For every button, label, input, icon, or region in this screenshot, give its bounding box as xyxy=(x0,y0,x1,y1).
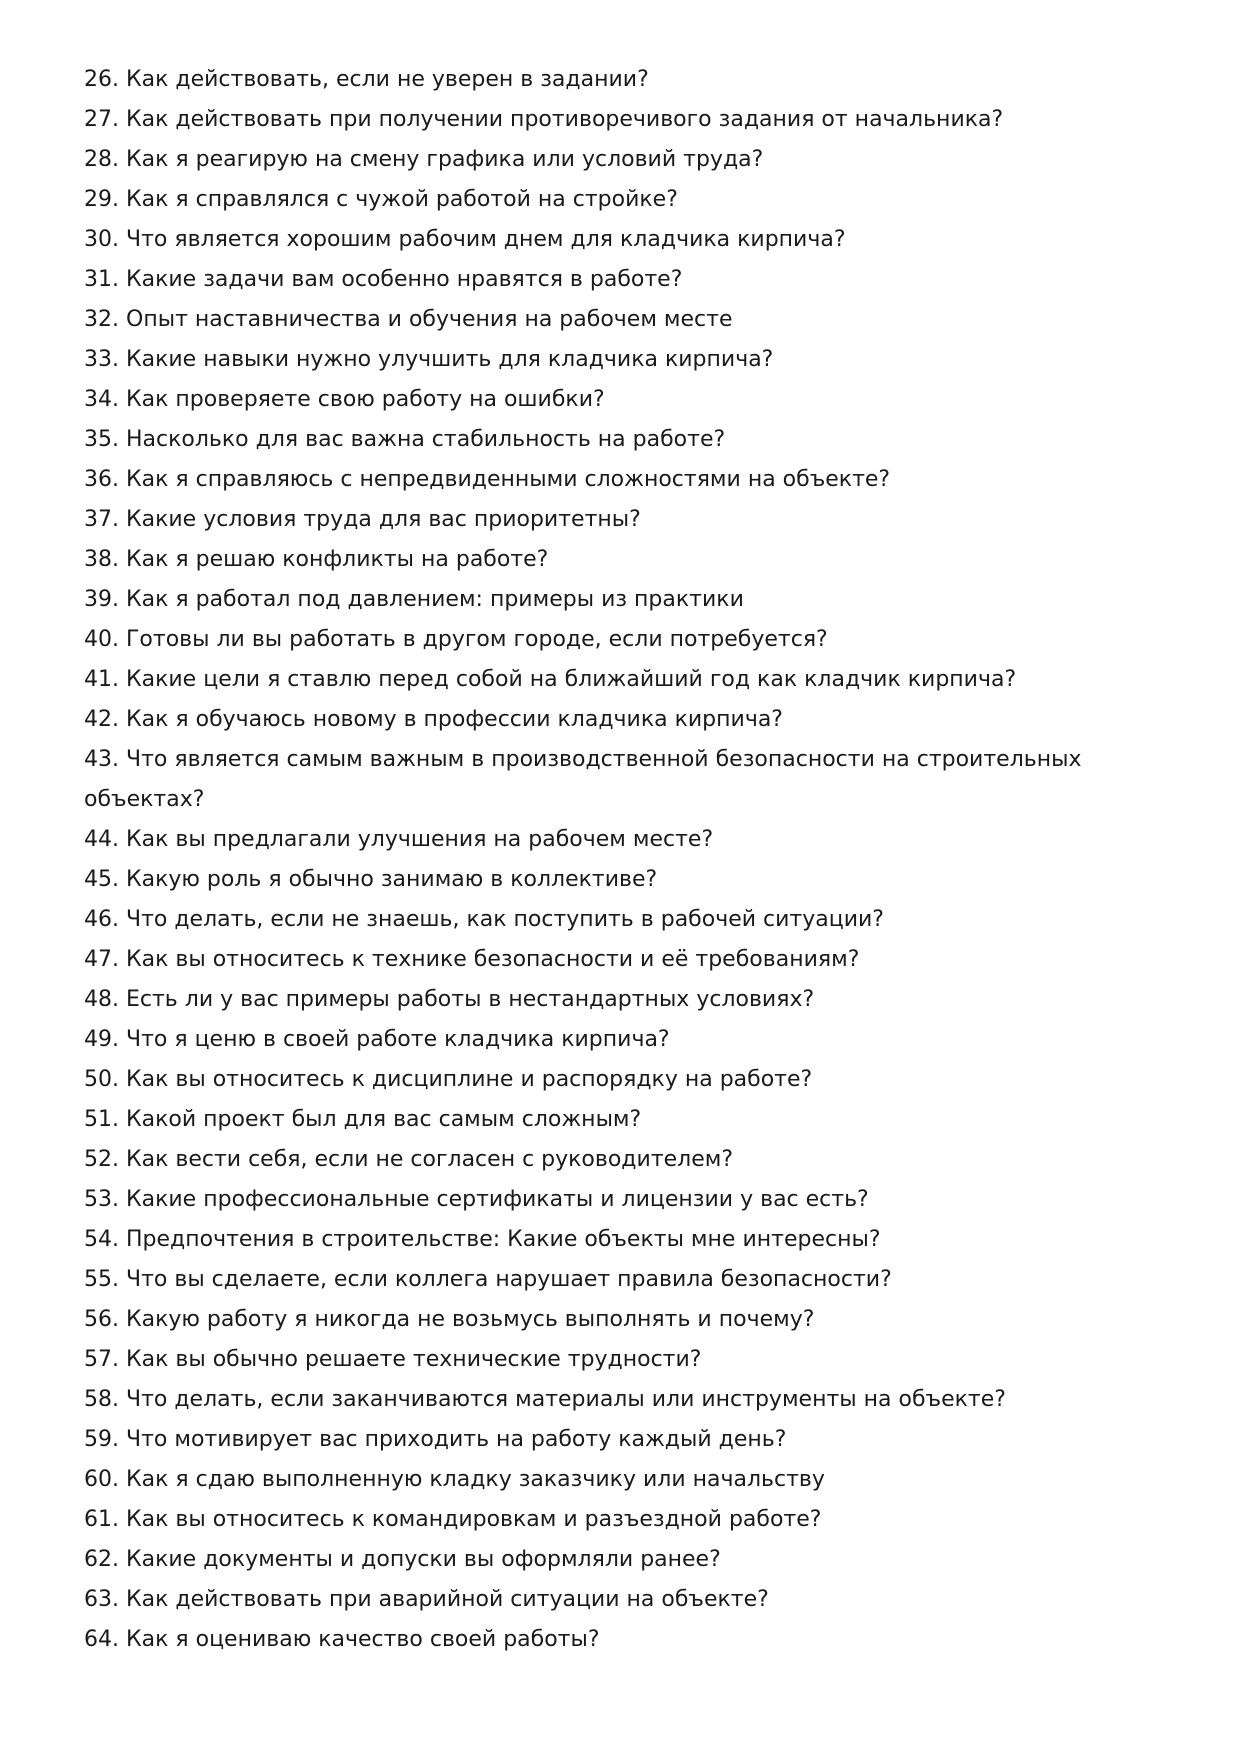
question-text: Какую роль я обычно занимаю в коллективе? xyxy=(126,867,658,892)
question-list xyxy=(84,60,1084,1660)
question-text: Что делать, если не знаешь, как поступить в рабочей ситуации? xyxy=(126,907,884,932)
list-item xyxy=(84,1260,1084,1300)
question-number: 59. xyxy=(84,1427,119,1452)
question-number: 33. xyxy=(84,347,119,372)
question-text: Опыт наставничества и обучения на рабочем месте xyxy=(126,307,733,332)
list-item xyxy=(84,940,1084,980)
question-number: 60. xyxy=(84,1467,119,1492)
question-number: 41. xyxy=(84,667,119,692)
question-text: Какие условия труда для вас приоритетны? xyxy=(126,507,641,532)
question-text: Как вы относитесь к технике безопасности и её требованиям? xyxy=(126,947,860,972)
question-number: 53. xyxy=(84,1187,119,1212)
list-item xyxy=(84,1060,1084,1100)
list-item xyxy=(84,1020,1084,1060)
question-number: 38. xyxy=(84,547,119,572)
question-text: Как вы предлагали улучшения на рабочем месте? xyxy=(126,827,714,852)
question-number: 64. xyxy=(84,1627,119,1652)
question-number: 39. xyxy=(84,587,119,612)
list-item xyxy=(84,1180,1084,1220)
question-text: Как вести себя, если не согласен с руководителем? xyxy=(126,1147,734,1172)
list-item xyxy=(84,620,1084,660)
question-text: Как я обучаюсь новому в профессии кладчика кирпича? xyxy=(126,707,783,732)
list-item xyxy=(84,860,1084,900)
question-number: 57. xyxy=(84,1347,119,1372)
question-number: 50. xyxy=(84,1067,119,1092)
question-text: Как действовать при аварийной ситуации на объекте? xyxy=(126,1587,769,1612)
question-number: 26. xyxy=(84,67,119,92)
list-item xyxy=(84,1340,1084,1380)
question-number: 48. xyxy=(84,987,119,1012)
list-item xyxy=(84,980,1084,1020)
list-item xyxy=(84,60,1084,100)
question-text: Как вы относитесь к командировкам и разъездной работе? xyxy=(126,1507,822,1532)
question-text: Есть ли у вас примеры работы в нестандартных условиях? xyxy=(126,987,815,1012)
question-number: 28. xyxy=(84,147,119,172)
question-number: 62. xyxy=(84,1547,119,1572)
question-number: 31. xyxy=(84,267,119,292)
list-item xyxy=(84,500,1084,540)
question-number: 40. xyxy=(84,627,119,652)
question-text: Как я работал под давлением: примеры из практики xyxy=(126,587,744,612)
question-text: Как я справляюсь с непредвиденными сложностями на объекте? xyxy=(126,467,891,492)
list-item xyxy=(84,820,1084,860)
question-number: 44. xyxy=(84,827,119,852)
question-number: 63. xyxy=(84,1587,119,1612)
list-item xyxy=(84,1420,1084,1460)
list-item xyxy=(84,1620,1084,1660)
question-text: Как я справлялся с чужой работой на стройке? xyxy=(126,187,678,212)
question-text: Какие профессиональные сертификаты и лицензии у вас есть? xyxy=(126,1187,869,1212)
list-item xyxy=(84,460,1084,500)
question-number: 58. xyxy=(84,1387,119,1412)
list-item xyxy=(84,180,1084,220)
list-item xyxy=(84,380,1084,420)
question-number: 45. xyxy=(84,867,119,892)
list-item xyxy=(84,340,1084,380)
question-number: 56. xyxy=(84,1307,119,1332)
list-item xyxy=(84,300,1084,340)
question-number: 61. xyxy=(84,1507,119,1532)
question-number: 49. xyxy=(84,1027,119,1052)
question-text: Что является хорошим рабочим днем для кладчика кирпича? xyxy=(126,227,846,252)
list-item xyxy=(84,220,1084,260)
list-item xyxy=(84,1300,1084,1340)
question-text: Что делать, если заканчиваются материалы или инструменты на объекте? xyxy=(126,1387,1006,1412)
list-item xyxy=(84,660,1084,700)
question-text: Что является самым важным в производственной безопасности на строительных объектах? xyxy=(84,747,1082,812)
list-item xyxy=(84,260,1084,300)
question-text: Как вы относитесь к дисциплине и распорядку на работе? xyxy=(126,1067,813,1092)
list-item xyxy=(84,100,1084,140)
question-text: Какой проект был для вас самым сложным? xyxy=(126,1107,642,1132)
list-item xyxy=(84,140,1084,180)
question-text: Что мотивирует вас приходить на работу каждый день? xyxy=(126,1427,787,1452)
list-item xyxy=(84,1580,1084,1620)
list-item xyxy=(84,900,1084,940)
list-item xyxy=(84,540,1084,580)
list-item xyxy=(84,700,1084,740)
question-number: 36. xyxy=(84,467,119,492)
question-text: Как я решаю конфликты на работе? xyxy=(126,547,549,572)
list-item xyxy=(84,1380,1084,1420)
question-text: Какие навыки нужно улучшить для кладчика кирпича? xyxy=(126,347,774,372)
question-number: 37. xyxy=(84,507,119,532)
question-number: 51. xyxy=(84,1107,119,1132)
question-number: 55. xyxy=(84,1267,119,1292)
question-text: Как действовать, если не уверен в задании? xyxy=(126,67,649,92)
question-text: Как я реагирую на смену графика или условий труда? xyxy=(126,147,764,172)
question-number: 54. xyxy=(84,1227,119,1252)
question-number: 30. xyxy=(84,227,119,252)
question-text: Какую работу я никогда не возьмусь выполнять и почему? xyxy=(126,1307,815,1332)
list-item xyxy=(84,420,1084,460)
list-item xyxy=(84,1500,1084,1540)
question-text: Какие цели я ставлю перед собой на ближайший год как кладчик кирпича? xyxy=(126,667,1017,692)
list-item xyxy=(84,1140,1084,1180)
question-number: 29. xyxy=(84,187,119,212)
question-number: 42. xyxy=(84,707,119,732)
list-item xyxy=(84,1220,1084,1260)
question-text: Готовы ли вы работать в другом городе, если потребуется? xyxy=(126,627,828,652)
list-item xyxy=(84,1100,1084,1140)
list-item xyxy=(84,580,1084,620)
question-text: Как вы обычно решаете технические трудности? xyxy=(126,1347,702,1372)
question-text: Что вы сделаете, если коллега нарушает правила безопасности? xyxy=(126,1267,892,1292)
question-number: 32. xyxy=(84,307,119,332)
question-number: 34. xyxy=(84,387,119,412)
question-text: Как проверяете свою работу на ошибки? xyxy=(126,387,605,412)
question-text: Насколько для вас важна стабильность на работе? xyxy=(126,427,726,452)
list-item xyxy=(84,740,1084,820)
question-number: 52. xyxy=(84,1147,119,1172)
question-text: Как действовать при получении противоречивого задания от начальника? xyxy=(126,107,1004,132)
question-number: 46. xyxy=(84,907,119,932)
question-number: 47. xyxy=(84,947,119,972)
question-number: 27. xyxy=(84,107,119,132)
question-text: Как я сдаю выполненную кладку заказчику или начальству xyxy=(126,1467,825,1492)
question-text: Как я оцениваю качество своей работы? xyxy=(126,1627,600,1652)
question-text: Что я ценю в своей работе кладчика кирпича? xyxy=(126,1027,670,1052)
question-text: Предпочтения в строительстве: Какие объекты мне интересны? xyxy=(126,1227,881,1252)
list-item xyxy=(84,1540,1084,1580)
question-text: Какие задачи вам особенно нравятся в работе? xyxy=(126,267,683,292)
question-number: 43. xyxy=(84,747,119,772)
question-number: 35. xyxy=(84,427,119,452)
list-item xyxy=(84,1460,1084,1500)
question-text: Какие документы и допуски вы оформляли ранее? xyxy=(126,1547,721,1572)
